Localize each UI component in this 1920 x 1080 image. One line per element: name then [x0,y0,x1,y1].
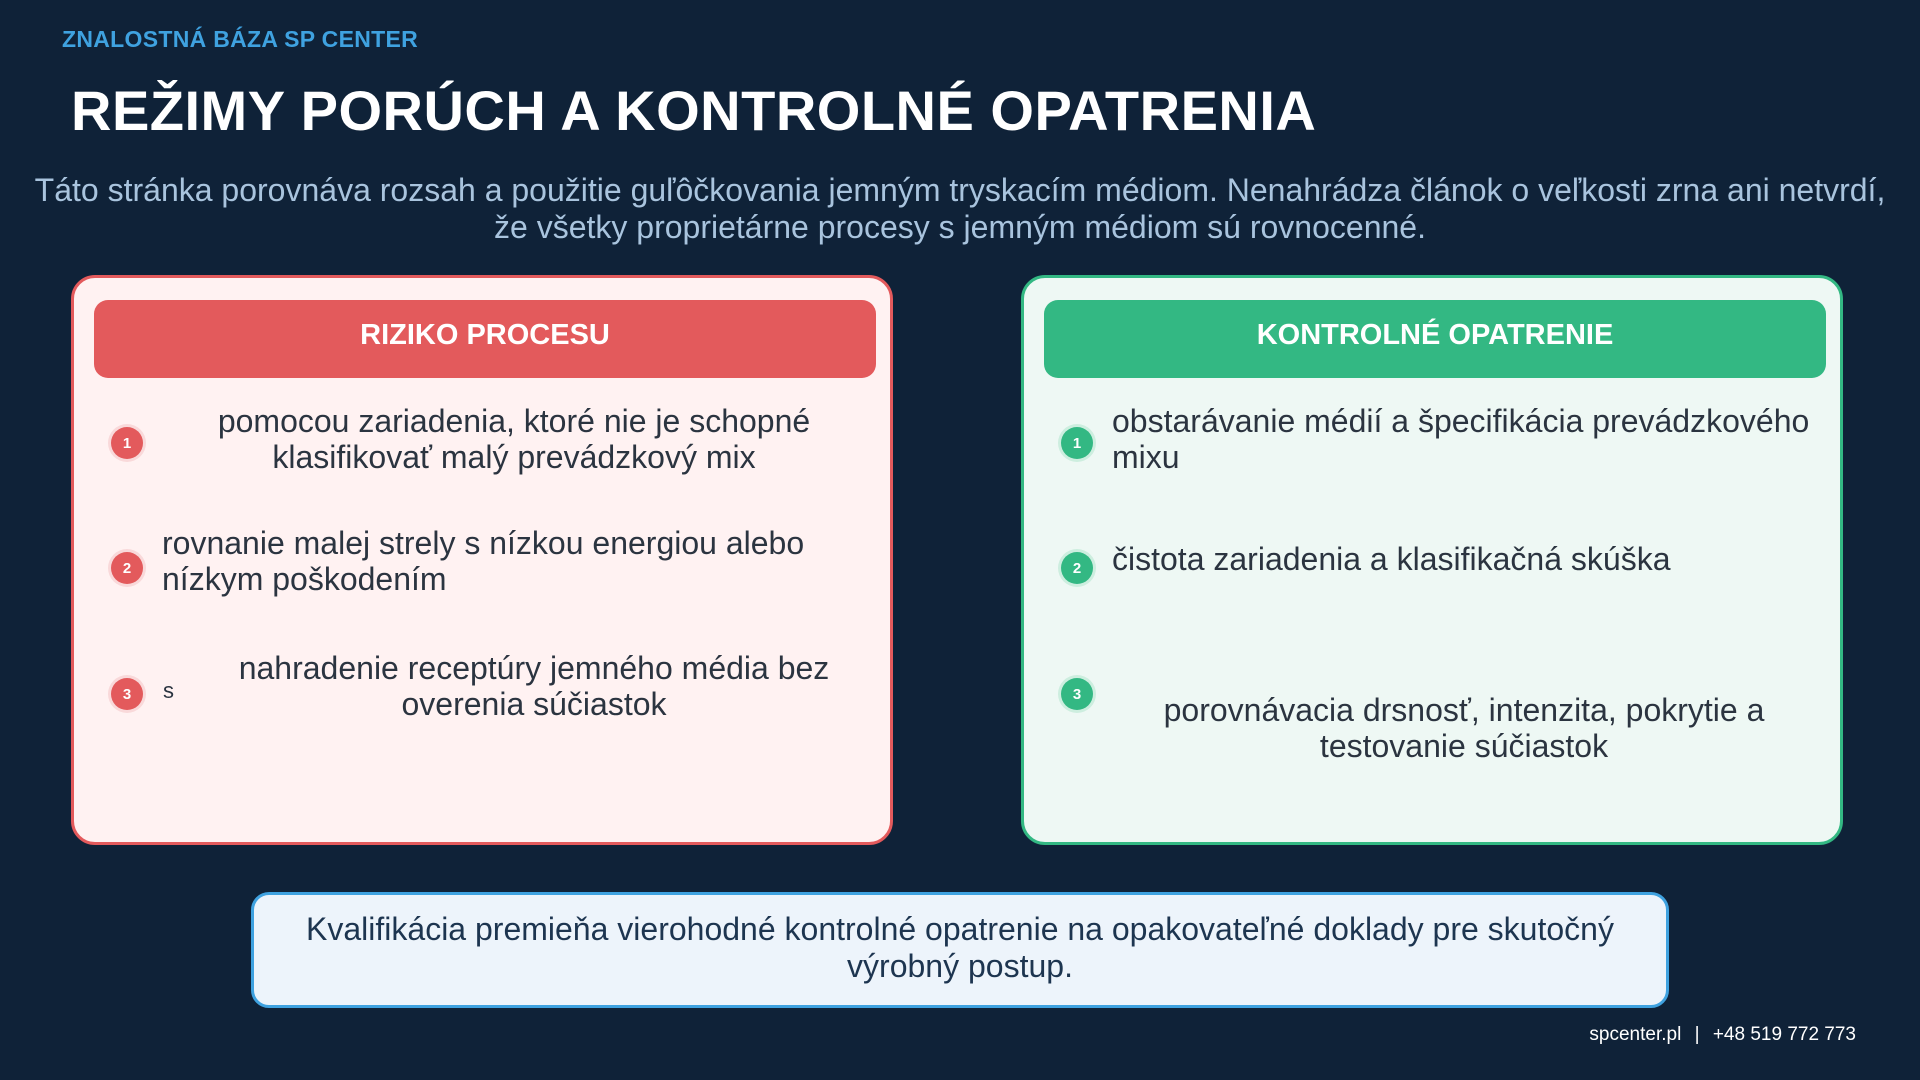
control-panel [1021,275,1843,845]
callout-text: Kvalifikácia premieňa vierohodné kontrolné opatrenie na opakovateľné doklady pre skutočný výrobný postup. [306,911,1614,984]
risk-item-text: nahradenie receptúry jemného média bez overenia súčiastok [238,650,830,722]
control-item-number: 1 [1061,427,1093,459]
control-item-text: čistota zariadenia a klasifikačná skúška [1112,541,1671,577]
risk-item-prefix: s [163,678,174,703]
risk-item-text: rovnanie malej strely s nízkou energiou alebo nízkym poškodením [162,525,805,597]
page-title: REŽIMY PORÚCH A KONTROLNÉ OPATRENIA [71,79,1317,142]
page-subtitle: Táto stránka porovnáva rozsah a použitie guľôčkovania jemným tryskacím médiom. Nenahrádza článok o veľkosti zrna ani netvrdí, že všetky proprietárne procesy s jemným médiom sú rovnocenné. [34,172,1886,245]
brand-label: ZNALOSTNÁ BÁZA SP CENTER [62,26,419,52]
control-item-number: 2 [1061,552,1093,584]
risk-item-number: 1 [111,427,143,459]
control-item-text: porovnávacia drsnosť, intenzita, pokrytie a testovanie súčiastok [1163,692,1765,764]
risk-item-text: pomocou zariadenia, ktoré nie je schopné klasifikovať malý prevádzkový mix [217,403,811,475]
footer-website[interactable]: spcenter.pl [1589,1024,1682,1045]
risk-item-number: 3 [111,678,143,710]
risk-item-number: 2 [111,552,143,584]
control-item-number: 3 [1061,678,1093,710]
footer-separator: | [1694,1024,1700,1045]
footer-contact [1589,1024,1856,1046]
control-item-text: obstarávanie médií a špecifikácia prevádzkového mixu [1112,403,1810,475]
risk-panel [71,275,893,845]
footer-phone[interactable]: +48 519 772 773 [1712,1024,1856,1045]
risk-panel-heading: RIZIKO PROCESU [94,300,876,378]
qualification-callout [251,892,1669,1008]
control-panel-heading: KONTROLNÉ OPATRENIE [1044,300,1826,378]
